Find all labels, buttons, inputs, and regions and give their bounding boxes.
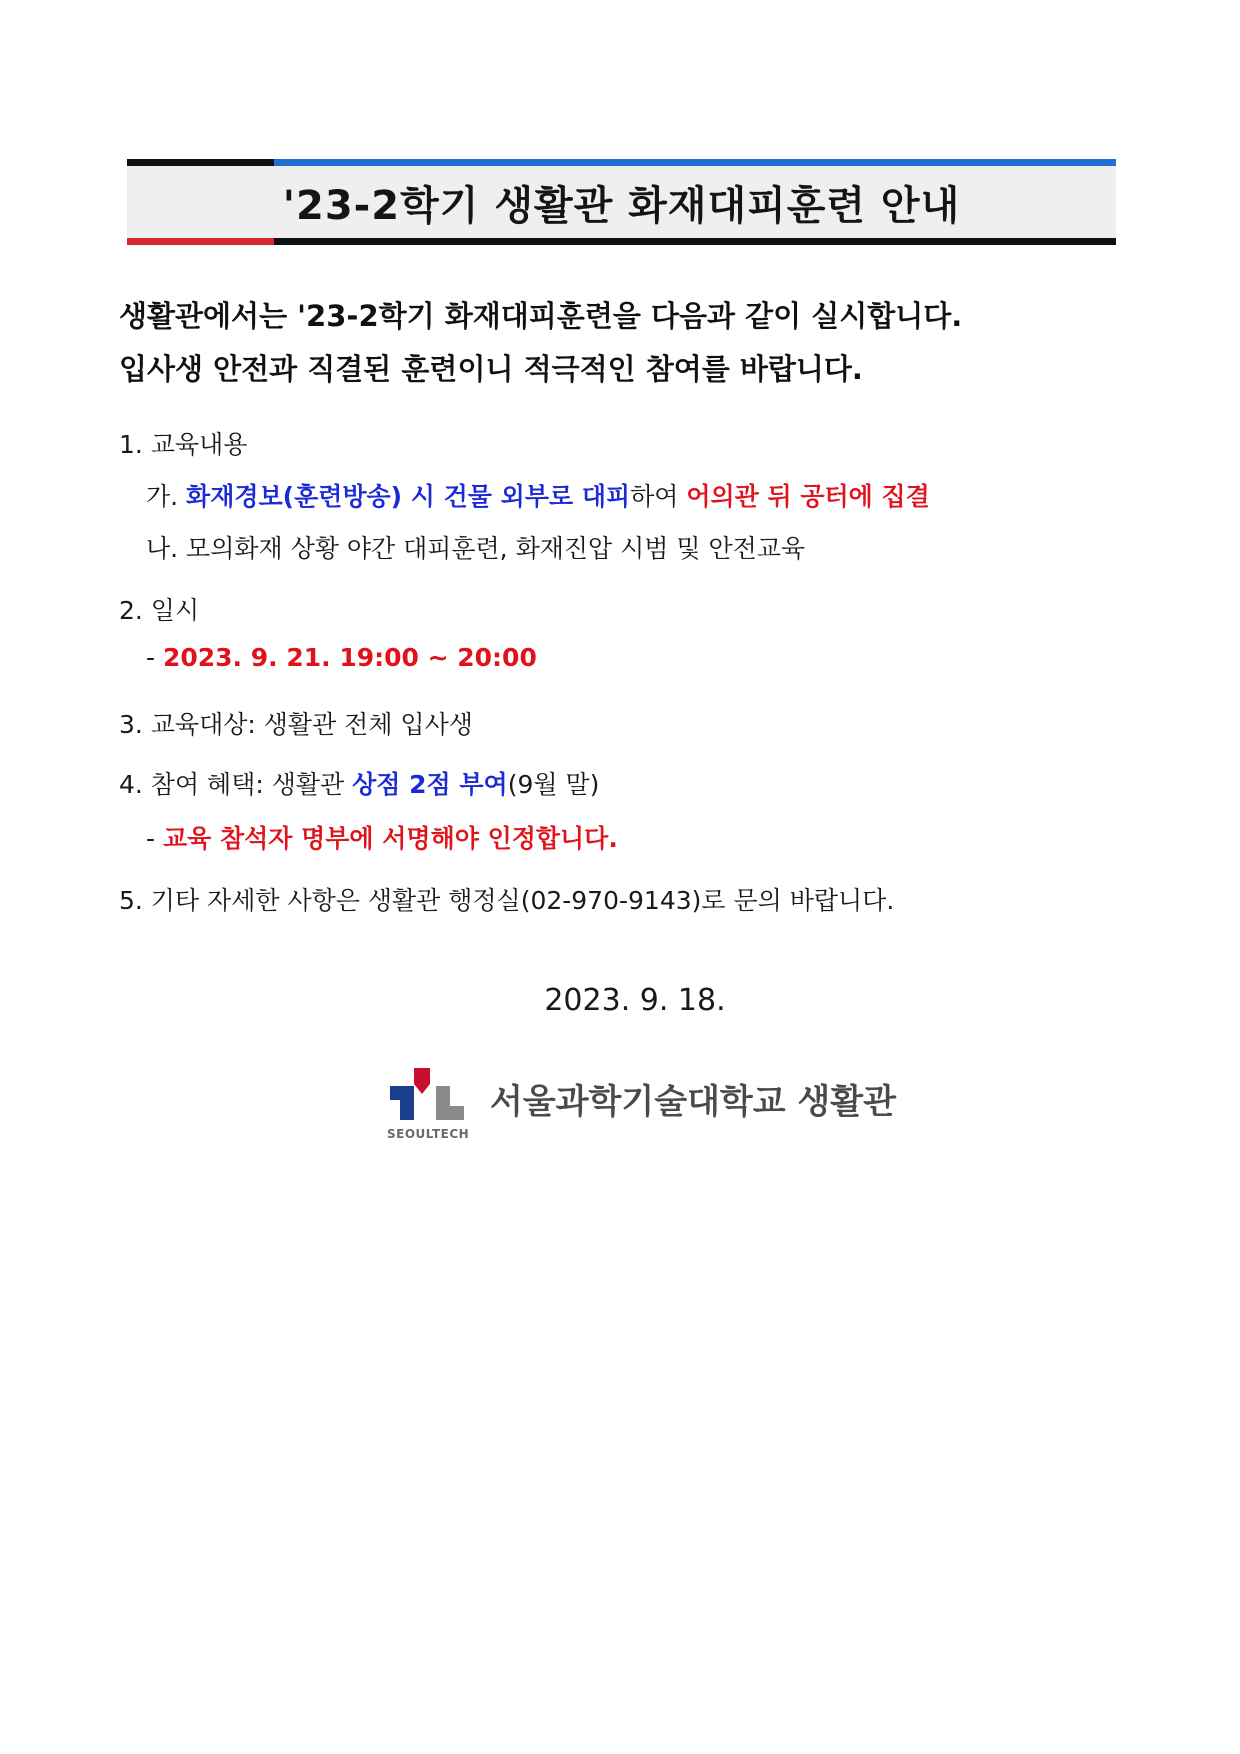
item-1-sub-a-red: 어의관 뒤 공터에 집결 [686,482,930,511]
item-1-sub-a-prefix: 가. [146,482,187,511]
item-4-dash: - [146,824,163,853]
banner-bottom-black-bar [274,238,1116,245]
item-4-heading [119,765,599,801]
item-2-datetime-line [146,643,537,672]
item-4-benefit: 상점 2점 부여 [352,770,508,799]
organization-name: 서울과학기술대학교 생활관 [490,1082,896,1122]
page-title: '23-2학기 생활관 화재대피훈련 안내 [282,182,961,229]
item-2-dash: - [146,643,163,672]
item-5-text: 5. 기타 자세한 사항은 생활관 행정실(02-970-9143)로 문의 바랍니다. [119,886,895,915]
item-1-sub-a [146,477,930,513]
item-2-datetime: 2023. 9. 21. 19:00 ~ 20:00 [162,643,537,672]
item-4-prefix: 4. 참여 혜택: 생활관 [119,770,353,799]
item-2-heading: 2. 일시 [119,596,200,625]
item-4-note-line [146,819,618,855]
item-1-sub-a-blue: 화재경보(훈련방송) 시 건물 외부로 대피 [186,482,631,511]
banner-bottom-red-bar [127,238,274,245]
lead-line-2: 입사생 안전과 직결된 훈련이니 적극적인 참여를 바랍니다. [119,352,863,386]
document-date: 2023. 9. 18. [544,983,726,1018]
item-1-heading: 1. 교육내용 [119,430,248,459]
lead-line-1: 생활관에서는 '23-2학기 화재대피훈련을 다음과 같이 실시합니다. [119,299,963,333]
item-1-sub-a-middle: 하여 [630,482,687,511]
logo-caption: SEOULTECH [387,1127,470,1141]
item-4-note: 교육 참석자 명부에 서명해야 인정합니다. [162,824,618,853]
banner-top-black-bar [127,159,274,166]
item-4-suffix: (9월 말) [507,770,600,799]
item-1-sub-b: 나. 모의화재 상황 야간 대피훈련, 화재진압 시범 및 안전교육 [146,534,806,563]
banner-top-blue-bar [274,159,1116,166]
item-3-heading: 3. 교육대상: 생활관 전체 입사생 [119,710,473,739]
